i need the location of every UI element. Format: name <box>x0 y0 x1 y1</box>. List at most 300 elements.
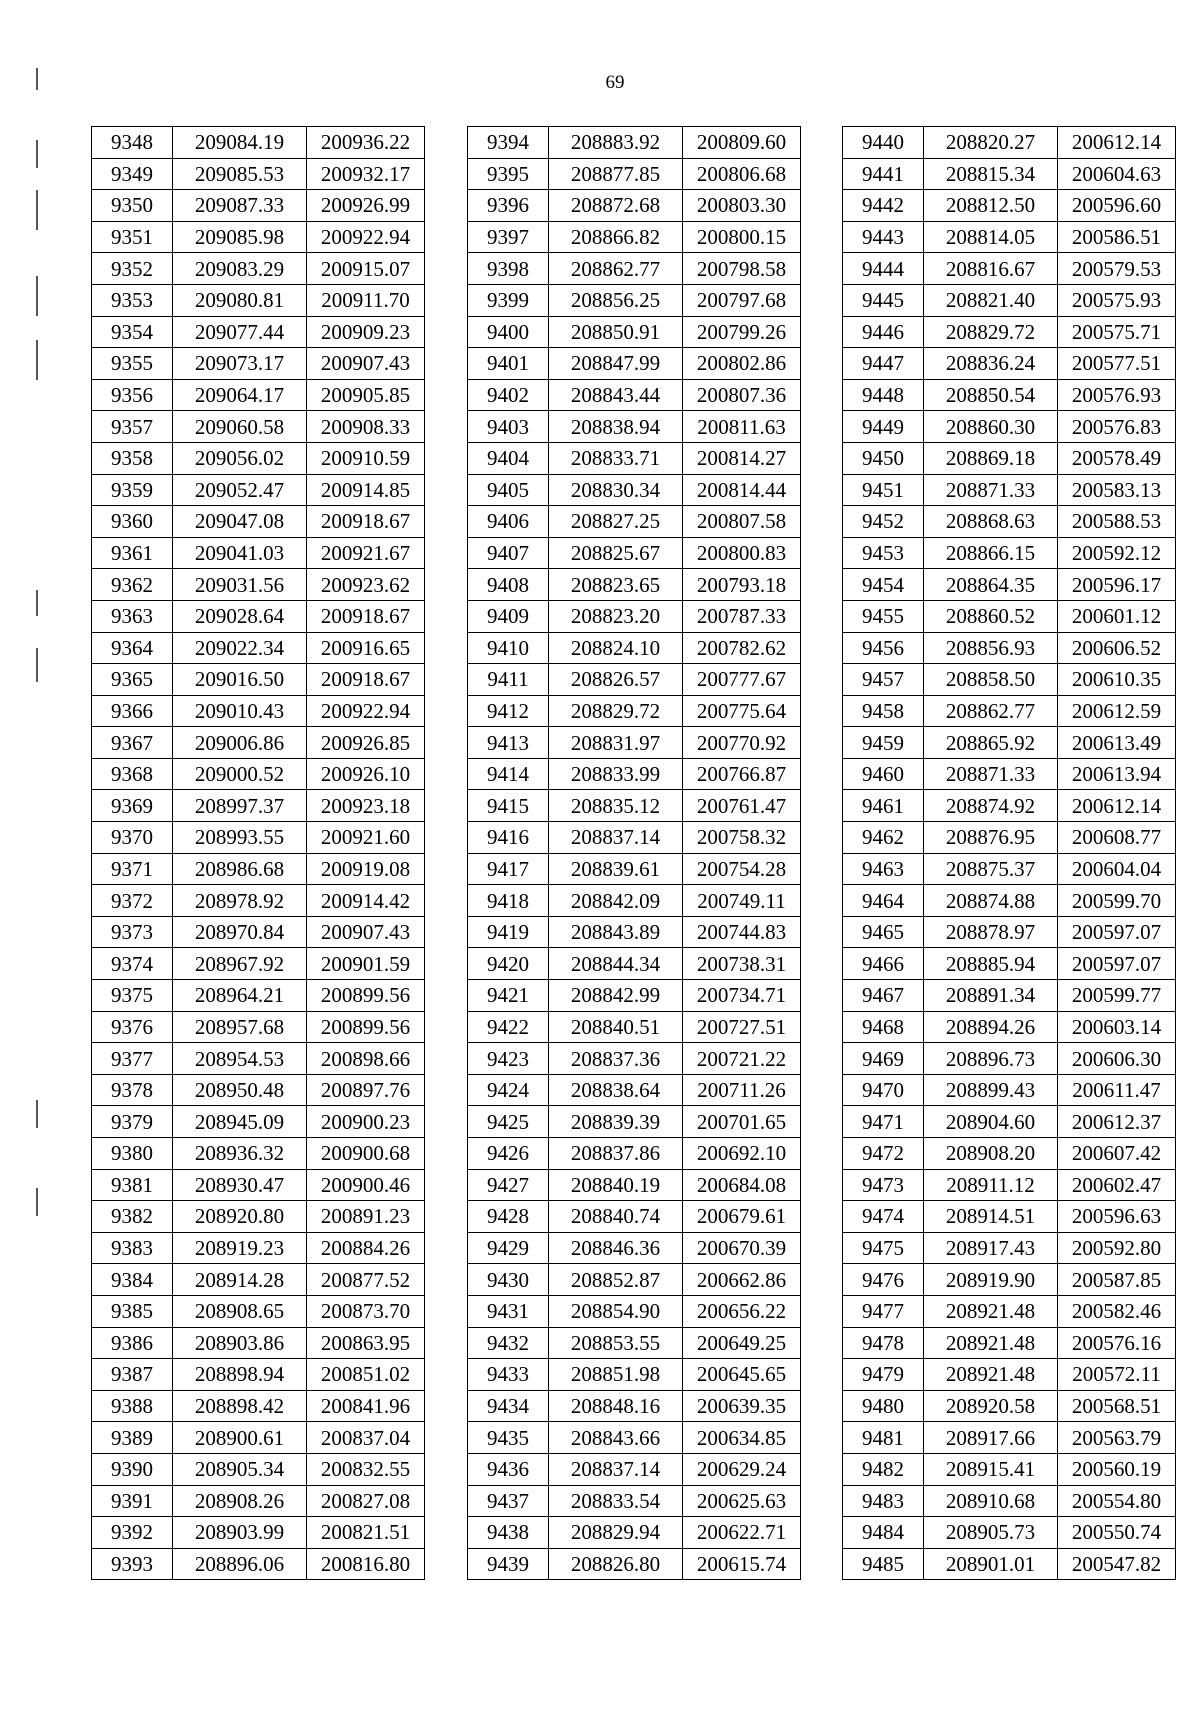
point-id-cell: 9446 <box>843 316 924 348</box>
y-coordinate-cell: 200596.17 <box>1058 569 1176 601</box>
y-coordinate-cell: 200922.94 <box>307 221 425 253</box>
point-id-cell: 9354 <box>92 316 173 348</box>
point-id-cell: 9485 <box>843 1548 924 1580</box>
point-id-cell: 9401 <box>468 348 549 380</box>
point-id-cell: 9462 <box>843 822 924 854</box>
y-coordinate-cell: 200576.16 <box>1058 1327 1176 1359</box>
x-coordinate-cell: 208919.90 <box>924 1264 1058 1296</box>
point-id-cell: 9365 <box>92 664 173 696</box>
y-coordinate-cell: 200563.79 <box>1058 1422 1176 1454</box>
point-id-cell: 9374 <box>92 948 173 980</box>
x-coordinate-cell: 208899.43 <box>924 1074 1058 1106</box>
x-coordinate-cell: 208820.27 <box>924 127 1058 159</box>
x-coordinate-cell: 208830.34 <box>549 474 683 506</box>
x-coordinate-cell: 208877.85 <box>549 158 683 190</box>
x-coordinate-cell: 208957.68 <box>173 1011 307 1043</box>
y-coordinate-cell: 200922.94 <box>307 695 425 727</box>
table-row <box>843 632 1176 664</box>
y-coordinate-cell: 200897.76 <box>307 1074 425 1106</box>
x-coordinate-cell: 208917.66 <box>924 1422 1058 1454</box>
y-coordinate-cell: 200814.27 <box>683 442 801 474</box>
y-coordinate-cell: 200649.25 <box>683 1327 801 1359</box>
point-id-cell: 9465 <box>843 916 924 948</box>
x-coordinate-cell: 209060.58 <box>173 411 307 443</box>
x-coordinate-cell: 208903.99 <box>173 1517 307 1549</box>
point-id-cell: 9348 <box>92 127 173 159</box>
point-id-cell: 9437 <box>468 1485 549 1517</box>
x-coordinate-cell: 208825.67 <box>549 537 683 569</box>
y-coordinate-cell: 200547.82 <box>1058 1548 1176 1580</box>
x-coordinate-cell: 209031.56 <box>173 569 307 601</box>
x-coordinate-cell: 208908.65 <box>173 1295 307 1327</box>
y-coordinate-cell: 200926.85 <box>307 727 425 759</box>
point-id-cell: 9366 <box>92 695 173 727</box>
y-coordinate-cell: 200908.33 <box>307 411 425 443</box>
coordinate-table-1 <box>91 126 425 1580</box>
table-row <box>468 1485 801 1517</box>
y-coordinate-cell: 200601.12 <box>1058 600 1176 632</box>
point-id-cell: 9444 <box>843 253 924 285</box>
y-coordinate-cell: 200608.77 <box>1058 822 1176 854</box>
x-coordinate-cell: 208885.94 <box>924 948 1058 980</box>
point-id-cell: 9392 <box>92 1517 173 1549</box>
x-coordinate-cell: 208837.36 <box>549 1043 683 1075</box>
table-row <box>92 1359 425 1391</box>
table-row <box>92 411 425 443</box>
point-id-cell: 9368 <box>92 758 173 790</box>
y-coordinate-cell: 200905.85 <box>307 379 425 411</box>
x-coordinate-cell: 208914.51 <box>924 1201 1058 1233</box>
y-coordinate-cell: 200914.42 <box>307 885 425 917</box>
point-id-cell: 9412 <box>468 695 549 727</box>
point-id-cell: 9484 <box>843 1517 924 1549</box>
table-row <box>843 727 1176 759</box>
y-coordinate-cell: 200807.36 <box>683 379 801 411</box>
y-coordinate-cell: 200811.63 <box>683 411 801 443</box>
x-coordinate-cell: 209010.43 <box>173 695 307 727</box>
x-coordinate-cell: 208891.34 <box>924 980 1058 1012</box>
table-row <box>843 822 1176 854</box>
point-id-cell: 9353 <box>92 284 173 316</box>
point-id-cell: 9377 <box>92 1043 173 1075</box>
point-id-cell: 9369 <box>92 790 173 822</box>
x-coordinate-cell: 208827.25 <box>549 506 683 538</box>
table-row <box>468 190 801 222</box>
table-row <box>92 664 425 696</box>
point-id-cell: 9476 <box>843 1264 924 1296</box>
x-coordinate-cell: 208848.16 <box>549 1390 683 1422</box>
point-id-cell: 9356 <box>92 379 173 411</box>
y-coordinate-cell: 200910.59 <box>307 442 425 474</box>
table-row <box>843 664 1176 696</box>
point-id-cell: 9434 <box>468 1390 549 1422</box>
point-id-cell: 9460 <box>843 758 924 790</box>
point-id-cell: 9441 <box>843 158 924 190</box>
x-coordinate-cell: 208860.30 <box>924 411 1058 443</box>
point-id-cell: 9417 <box>468 853 549 885</box>
x-coordinate-cell: 208905.73 <box>924 1517 1058 1549</box>
y-coordinate-cell: 200798.58 <box>683 253 801 285</box>
x-coordinate-cell: 208860.52 <box>924 600 1058 632</box>
y-coordinate-cell: 200802.86 <box>683 348 801 380</box>
x-coordinate-cell: 208930.47 <box>173 1169 307 1201</box>
y-coordinate-cell: 200918.67 <box>307 506 425 538</box>
y-coordinate-cell: 200758.32 <box>683 822 801 854</box>
table-row <box>843 1074 1176 1106</box>
table-row <box>843 916 1176 948</box>
table-row <box>92 790 425 822</box>
table-row <box>843 1295 1176 1327</box>
x-coordinate-cell: 208840.51 <box>549 1011 683 1043</box>
table-row <box>843 1548 1176 1580</box>
point-id-cell: 9390 <box>92 1453 173 1485</box>
y-coordinate-cell: 200787.33 <box>683 600 801 632</box>
table-row <box>92 1074 425 1106</box>
x-coordinate-cell: 208920.58 <box>924 1390 1058 1422</box>
point-id-cell: 9447 <box>843 348 924 380</box>
x-coordinate-cell: 208843.89 <box>549 916 683 948</box>
x-coordinate-cell: 208839.39 <box>549 1106 683 1138</box>
table-row <box>468 1264 801 1296</box>
y-coordinate-cell: 200761.47 <box>683 790 801 822</box>
table-row <box>843 1390 1176 1422</box>
x-coordinate-cell: 208917.43 <box>924 1232 1058 1264</box>
y-coordinate-cell: 200554.80 <box>1058 1485 1176 1517</box>
y-coordinate-cell: 200936.22 <box>307 127 425 159</box>
table-row <box>468 695 801 727</box>
table-row <box>468 284 801 316</box>
point-id-cell: 9452 <box>843 506 924 538</box>
x-coordinate-cell: 208921.48 <box>924 1359 1058 1391</box>
table-row <box>843 348 1176 380</box>
y-coordinate-cell: 200596.63 <box>1058 1201 1176 1233</box>
table-row <box>843 284 1176 316</box>
point-id-cell: 9429 <box>468 1232 549 1264</box>
x-coordinate-cell: 209073.17 <box>173 348 307 380</box>
x-coordinate-cell: 208865.92 <box>924 727 1058 759</box>
table-row <box>843 1106 1176 1138</box>
point-id-cell: 9385 <box>92 1295 173 1327</box>
table-row <box>843 1422 1176 1454</box>
table-row <box>843 1517 1176 1549</box>
x-coordinate-cell: 208915.41 <box>924 1453 1058 1485</box>
table-row <box>468 537 801 569</box>
table-row <box>843 1201 1176 1233</box>
y-coordinate-cell: 200577.51 <box>1058 348 1176 380</box>
table-row <box>468 758 801 790</box>
table-row <box>92 506 425 538</box>
x-coordinate-cell: 208837.14 <box>549 1453 683 1485</box>
table-row <box>843 442 1176 474</box>
point-id-cell: 9364 <box>92 632 173 664</box>
table-row <box>468 916 801 948</box>
point-id-cell: 9425 <box>468 1106 549 1138</box>
y-coordinate-cell: 200907.43 <box>307 348 425 380</box>
table-row <box>843 474 1176 506</box>
point-id-cell: 9466 <box>843 948 924 980</box>
y-coordinate-cell: 200916.65 <box>307 632 425 664</box>
y-coordinate-cell: 200602.47 <box>1058 1169 1176 1201</box>
point-id-cell: 9367 <box>92 727 173 759</box>
x-coordinate-cell: 208967.92 <box>173 948 307 980</box>
point-id-cell: 9361 <box>92 537 173 569</box>
y-coordinate-cell: 200613.49 <box>1058 727 1176 759</box>
x-coordinate-cell: 208853.55 <box>549 1327 683 1359</box>
y-coordinate-cell: 200899.56 <box>307 1011 425 1043</box>
x-coordinate-cell: 208900.61 <box>173 1422 307 1454</box>
y-coordinate-cell: 200612.37 <box>1058 1106 1176 1138</box>
x-coordinate-cell: 208862.77 <box>549 253 683 285</box>
x-coordinate-cell: 209077.44 <box>173 316 307 348</box>
y-coordinate-cell: 200911.70 <box>307 284 425 316</box>
table-row <box>92 379 425 411</box>
y-coordinate-cell: 200612.59 <box>1058 695 1176 727</box>
y-coordinate-cell: 200918.67 <box>307 600 425 632</box>
y-coordinate-cell: 200629.24 <box>683 1453 801 1485</box>
y-coordinate-cell: 200586.51 <box>1058 221 1176 253</box>
table-row <box>843 695 1176 727</box>
y-coordinate-cell: 200744.83 <box>683 916 801 948</box>
table-row <box>843 190 1176 222</box>
table-row <box>843 948 1176 980</box>
y-coordinate-cell: 200606.52 <box>1058 632 1176 664</box>
point-id-cell: 9410 <box>468 632 549 664</box>
y-coordinate-cell: 200607.42 <box>1058 1138 1176 1170</box>
point-id-cell: 9381 <box>92 1169 173 1201</box>
x-coordinate-cell: 208869.18 <box>924 442 1058 474</box>
y-coordinate-cell: 200841.96 <box>307 1390 425 1422</box>
point-id-cell: 9481 <box>843 1422 924 1454</box>
point-id-cell: 9350 <box>92 190 173 222</box>
table-row <box>468 1232 801 1264</box>
table-row <box>92 695 425 727</box>
y-coordinate-cell: 200604.63 <box>1058 158 1176 190</box>
point-id-cell: 9451 <box>843 474 924 506</box>
point-id-cell: 9467 <box>843 980 924 1012</box>
point-id-cell: 9443 <box>843 221 924 253</box>
point-id-cell: 9349 <box>92 158 173 190</box>
x-coordinate-cell: 208829.72 <box>549 695 683 727</box>
table-row <box>468 822 801 854</box>
x-coordinate-cell: 208908.26 <box>173 1485 307 1517</box>
y-coordinate-cell: 200918.67 <box>307 664 425 696</box>
y-coordinate-cell: 200670.39 <box>683 1232 801 1264</box>
table-row <box>843 506 1176 538</box>
point-id-cell: 9351 <box>92 221 173 253</box>
point-id-cell: 9413 <box>468 727 549 759</box>
table-row <box>468 1390 801 1422</box>
y-coordinate-cell: 200921.60 <box>307 822 425 854</box>
y-coordinate-cell: 200587.85 <box>1058 1264 1176 1296</box>
y-coordinate-cell: 200656.22 <box>683 1295 801 1327</box>
y-coordinate-cell: 200711.26 <box>683 1074 801 1106</box>
y-coordinate-cell: 200738.31 <box>683 948 801 980</box>
y-coordinate-cell: 200901.59 <box>307 948 425 980</box>
table-row <box>468 253 801 285</box>
point-id-cell: 9363 <box>92 600 173 632</box>
table-row <box>468 1359 801 1391</box>
point-id-cell: 9389 <box>92 1422 173 1454</box>
point-id-cell: 9382 <box>92 1201 173 1233</box>
point-id-cell: 9420 <box>468 948 549 980</box>
y-coordinate-cell: 200914.85 <box>307 474 425 506</box>
point-id-cell: 9419 <box>468 916 549 948</box>
point-id-cell: 9352 <box>92 253 173 285</box>
coordinate-table-2 <box>467 126 801 1580</box>
x-coordinate-cell: 208858.50 <box>924 664 1058 696</box>
table-row <box>468 379 801 411</box>
table-row <box>92 1485 425 1517</box>
x-coordinate-cell: 208993.55 <box>173 822 307 854</box>
x-coordinate-cell: 209080.81 <box>173 284 307 316</box>
y-coordinate-cell: 200923.18 <box>307 790 425 822</box>
x-coordinate-cell: 208854.90 <box>549 1295 683 1327</box>
y-coordinate-cell: 200582.46 <box>1058 1295 1176 1327</box>
table-row <box>468 506 801 538</box>
table-row <box>92 632 425 664</box>
table-row <box>92 600 425 632</box>
table-row <box>468 474 801 506</box>
table-row <box>92 158 425 190</box>
x-coordinate-cell: 209087.33 <box>173 190 307 222</box>
point-id-cell: 9459 <box>843 727 924 759</box>
y-coordinate-cell: 200639.35 <box>683 1390 801 1422</box>
x-coordinate-cell: 208842.99 <box>549 980 683 1012</box>
y-coordinate-cell: 200891.23 <box>307 1201 425 1233</box>
x-coordinate-cell: 208936.32 <box>173 1138 307 1170</box>
point-id-cell: 9439 <box>468 1548 549 1580</box>
point-id-cell: 9455 <box>843 600 924 632</box>
table-row <box>92 1264 425 1296</box>
table-row <box>468 1453 801 1485</box>
table-row <box>843 1453 1176 1485</box>
point-id-cell: 9421 <box>468 980 549 1012</box>
point-id-cell: 9375 <box>92 980 173 1012</box>
y-coordinate-cell: 200572.11 <box>1058 1359 1176 1391</box>
x-coordinate-cell: 208904.60 <box>924 1106 1058 1138</box>
y-coordinate-cell: 200900.46 <box>307 1169 425 1201</box>
table-row <box>468 569 801 601</box>
table-row <box>92 537 425 569</box>
x-coordinate-cell: 209016.50 <box>173 664 307 696</box>
x-coordinate-cell: 208852.87 <box>549 1264 683 1296</box>
y-coordinate-cell: 200851.02 <box>307 1359 425 1391</box>
table-row <box>843 221 1176 253</box>
point-id-cell: 9450 <box>843 442 924 474</box>
y-coordinate-cell: 200827.08 <box>307 1485 425 1517</box>
y-coordinate-cell: 200734.71 <box>683 980 801 1012</box>
y-coordinate-cell: 200612.14 <box>1058 127 1176 159</box>
y-coordinate-cell: 200603.14 <box>1058 1011 1176 1043</box>
x-coordinate-cell: 209041.03 <box>173 537 307 569</box>
point-id-cell: 9464 <box>843 885 924 917</box>
x-coordinate-cell: 208871.33 <box>924 474 1058 506</box>
table-row <box>843 379 1176 411</box>
table-row <box>468 442 801 474</box>
x-coordinate-cell: 208843.44 <box>549 379 683 411</box>
point-id-cell: 9435 <box>468 1422 549 1454</box>
table-row <box>843 1138 1176 1170</box>
table-row <box>468 1043 801 1075</box>
point-id-cell: 9403 <box>468 411 549 443</box>
y-coordinate-cell: 200588.53 <box>1058 506 1176 538</box>
table-row <box>92 1422 425 1454</box>
point-id-cell: 9418 <box>468 885 549 917</box>
y-coordinate-cell: 200606.30 <box>1058 1043 1176 1075</box>
x-coordinate-cell: 208874.92 <box>924 790 1058 822</box>
x-coordinate-cell: 208866.15 <box>924 537 1058 569</box>
point-id-cell: 9406 <box>468 506 549 538</box>
point-id-cell: 9400 <box>468 316 549 348</box>
point-id-cell: 9458 <box>843 695 924 727</box>
y-coordinate-cell: 200923.62 <box>307 569 425 601</box>
x-coordinate-cell: 208833.99 <box>549 758 683 790</box>
point-id-cell: 9426 <box>468 1138 549 1170</box>
y-coordinate-cell: 200800.83 <box>683 537 801 569</box>
x-coordinate-cell: 208945.09 <box>173 1106 307 1138</box>
point-id-cell: 9456 <box>843 632 924 664</box>
x-coordinate-cell: 209084.19 <box>173 127 307 159</box>
x-coordinate-cell: 208874.88 <box>924 885 1058 917</box>
table-row <box>468 1074 801 1106</box>
point-id-cell: 9388 <box>92 1390 173 1422</box>
point-id-cell: 9416 <box>468 822 549 854</box>
point-id-cell: 9475 <box>843 1232 924 1264</box>
x-coordinate-cell: 208901.01 <box>924 1548 1058 1580</box>
y-coordinate-cell: 200727.51 <box>683 1011 801 1043</box>
y-coordinate-cell: 200579.53 <box>1058 253 1176 285</box>
y-coordinate-cell: 200900.23 <box>307 1106 425 1138</box>
y-coordinate-cell: 200932.17 <box>307 158 425 190</box>
table-row <box>92 1517 425 1549</box>
x-coordinate-cell: 208883.92 <box>549 127 683 159</box>
x-coordinate-cell: 208911.12 <box>924 1169 1058 1201</box>
point-id-cell: 9372 <box>92 885 173 917</box>
point-id-cell: 9384 <box>92 1264 173 1296</box>
y-coordinate-cell: 200613.94 <box>1058 758 1176 790</box>
y-coordinate-cell: 200679.61 <box>683 1201 801 1233</box>
point-id-cell: 9373 <box>92 916 173 948</box>
table-row <box>468 853 801 885</box>
table-row <box>843 253 1176 285</box>
page-number: 69 <box>605 72 625 93</box>
table-row <box>843 1169 1176 1201</box>
table-row <box>843 158 1176 190</box>
point-id-cell: 9380 <box>92 1138 173 1170</box>
y-coordinate-cell: 200610.35 <box>1058 664 1176 696</box>
point-id-cell: 9411 <box>468 664 549 696</box>
table-row <box>92 758 425 790</box>
table-row <box>92 822 425 854</box>
point-id-cell: 9449 <box>843 411 924 443</box>
table-row <box>468 790 801 822</box>
point-id-cell: 9386 <box>92 1327 173 1359</box>
table-row <box>92 284 425 316</box>
x-coordinate-cell: 208986.68 <box>173 853 307 885</box>
table-row <box>92 980 425 1012</box>
table-row <box>92 221 425 253</box>
x-coordinate-cell: 208812.50 <box>924 190 1058 222</box>
point-id-cell: 9431 <box>468 1295 549 1327</box>
x-coordinate-cell: 208833.54 <box>549 1485 683 1517</box>
x-coordinate-cell: 208840.19 <box>549 1169 683 1201</box>
table-row <box>843 1011 1176 1043</box>
table-row <box>468 980 801 1012</box>
y-coordinate-cell: 200754.28 <box>683 853 801 885</box>
table-row <box>468 1548 801 1580</box>
x-coordinate-cell: 208838.94 <box>549 411 683 443</box>
table-row <box>468 221 801 253</box>
